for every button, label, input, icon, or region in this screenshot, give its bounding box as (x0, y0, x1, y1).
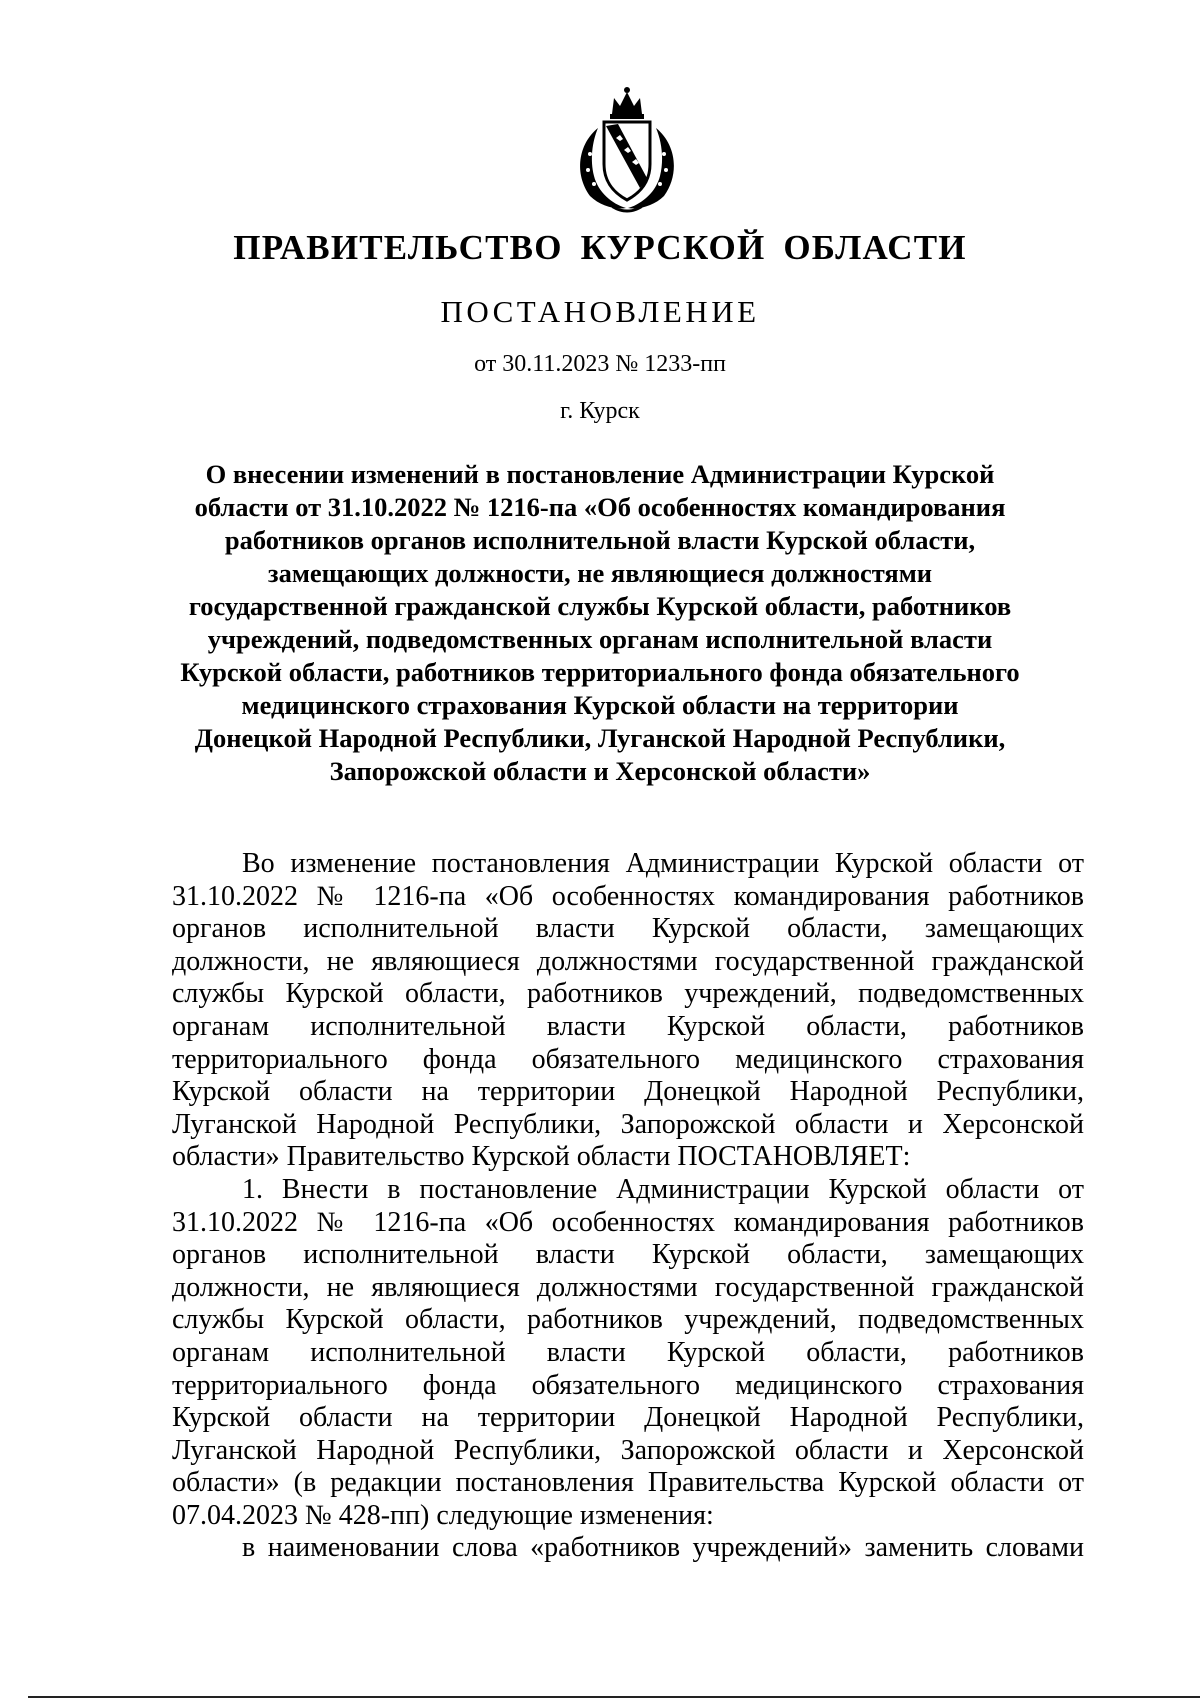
body-line: территориального фонда обязательного медицинского страхования (172, 1369, 1084, 1401)
body-line: органам исполнительной власти Курской области, работников (172, 1336, 1084, 1368)
document-type: ПОСТАНОВЛЕНИЕ (440, 294, 760, 329)
body-line: области» Правительство Курской области ПОСТАНОВЛЯЕТ: (172, 1141, 911, 1173)
body-line: 1. Внести в постановление Администрации Курской области от (242, 1173, 1084, 1205)
body-line: Курской области на территории Донецкой Народной Республики, (172, 1076, 1084, 1108)
body-line: службы Курской области, работников учреждений, подведомственных (172, 978, 1084, 1010)
body-line: органов исполнительной власти Курской области, замещающих (172, 1239, 1084, 1271)
body-line: должности, не являющиеся должностями государственной гражданской (172, 945, 1084, 977)
body-line: области» (в редакции постановления Правительства Курской области от (172, 1467, 1084, 1499)
document-subject (150, 458, 1050, 788)
body-line: Курской области на территории Донецкой Народной Республики, (172, 1402, 1084, 1434)
subject-line: учреждений, подведомственных органам исполнительной власти (207, 624, 993, 654)
body-line: органов исполнительной власти Курской области, замещающих (172, 913, 1084, 945)
subject-line: государственной гражданской службы Курской области, работников (188, 591, 1012, 621)
body-line: Луганской Народной Республики, Запорожской области и Херсонской (172, 1434, 1084, 1466)
body-line: должности, не являющиеся должностями государственной гражданской (172, 1271, 1084, 1303)
subject-line: медицинского страхования Курской области на территории (241, 690, 959, 720)
body-line: 07.04.2023 № 428-пп) следующие изменения: (172, 1499, 714, 1531)
subject-line: замещающих должности, не являющиеся должностями (267, 558, 933, 588)
subject-line: О внесении изменений в постановление Администрации Курской (205, 459, 995, 489)
body-line: Луганской Народной Республики, Запорожской области и Херсонской (172, 1108, 1084, 1140)
body-line: Во изменение постановления Администрации Курской области от (242, 848, 1084, 879)
document-city: г. Курск (560, 398, 640, 424)
document-body (172, 848, 1084, 1565)
body-line: органам исполнительной власти Курской области, работников (172, 1010, 1084, 1042)
government-title: ПРАВИТЕЛЬСТВО КУРСКОЙ ОБЛАСТИ (233, 228, 967, 267)
subject-line: работников органов исполнительной власти Курской области, (224, 525, 976, 555)
body-line: 31.10.2022 № 1216-па «Об особенностях командирования работников (172, 1206, 1084, 1238)
body-line: территориального фонда обязательного медицинского страхования (172, 1043, 1084, 1075)
subject-line: Запорожской области и Херсонской области» (329, 756, 871, 786)
body-line: в наименовании слова «работников учреждений» заменить словами (242, 1532, 1084, 1564)
body-line: службы Курской области, работников учреждений, подведомственных (172, 1304, 1084, 1336)
subject-line: Курской области, работников территориального фонда обязательного (180, 657, 1020, 687)
coat-of-arms-icon (560, 84, 694, 214)
document-number: от 30.11.2023 № 1233-пп (474, 351, 726, 377)
body-line: 31.10.2022 № 1216-па «Об особенностях командирования работников (172, 880, 1084, 912)
subject-line: области от 31.10.2022 № 1216-па «Об особенностях командирования (194, 492, 1006, 522)
scan-edge-divider (28, 1696, 1200, 1698)
subject-line: Донецкой Народной Республики, Луганской Народной Республики, (194, 723, 1006, 753)
